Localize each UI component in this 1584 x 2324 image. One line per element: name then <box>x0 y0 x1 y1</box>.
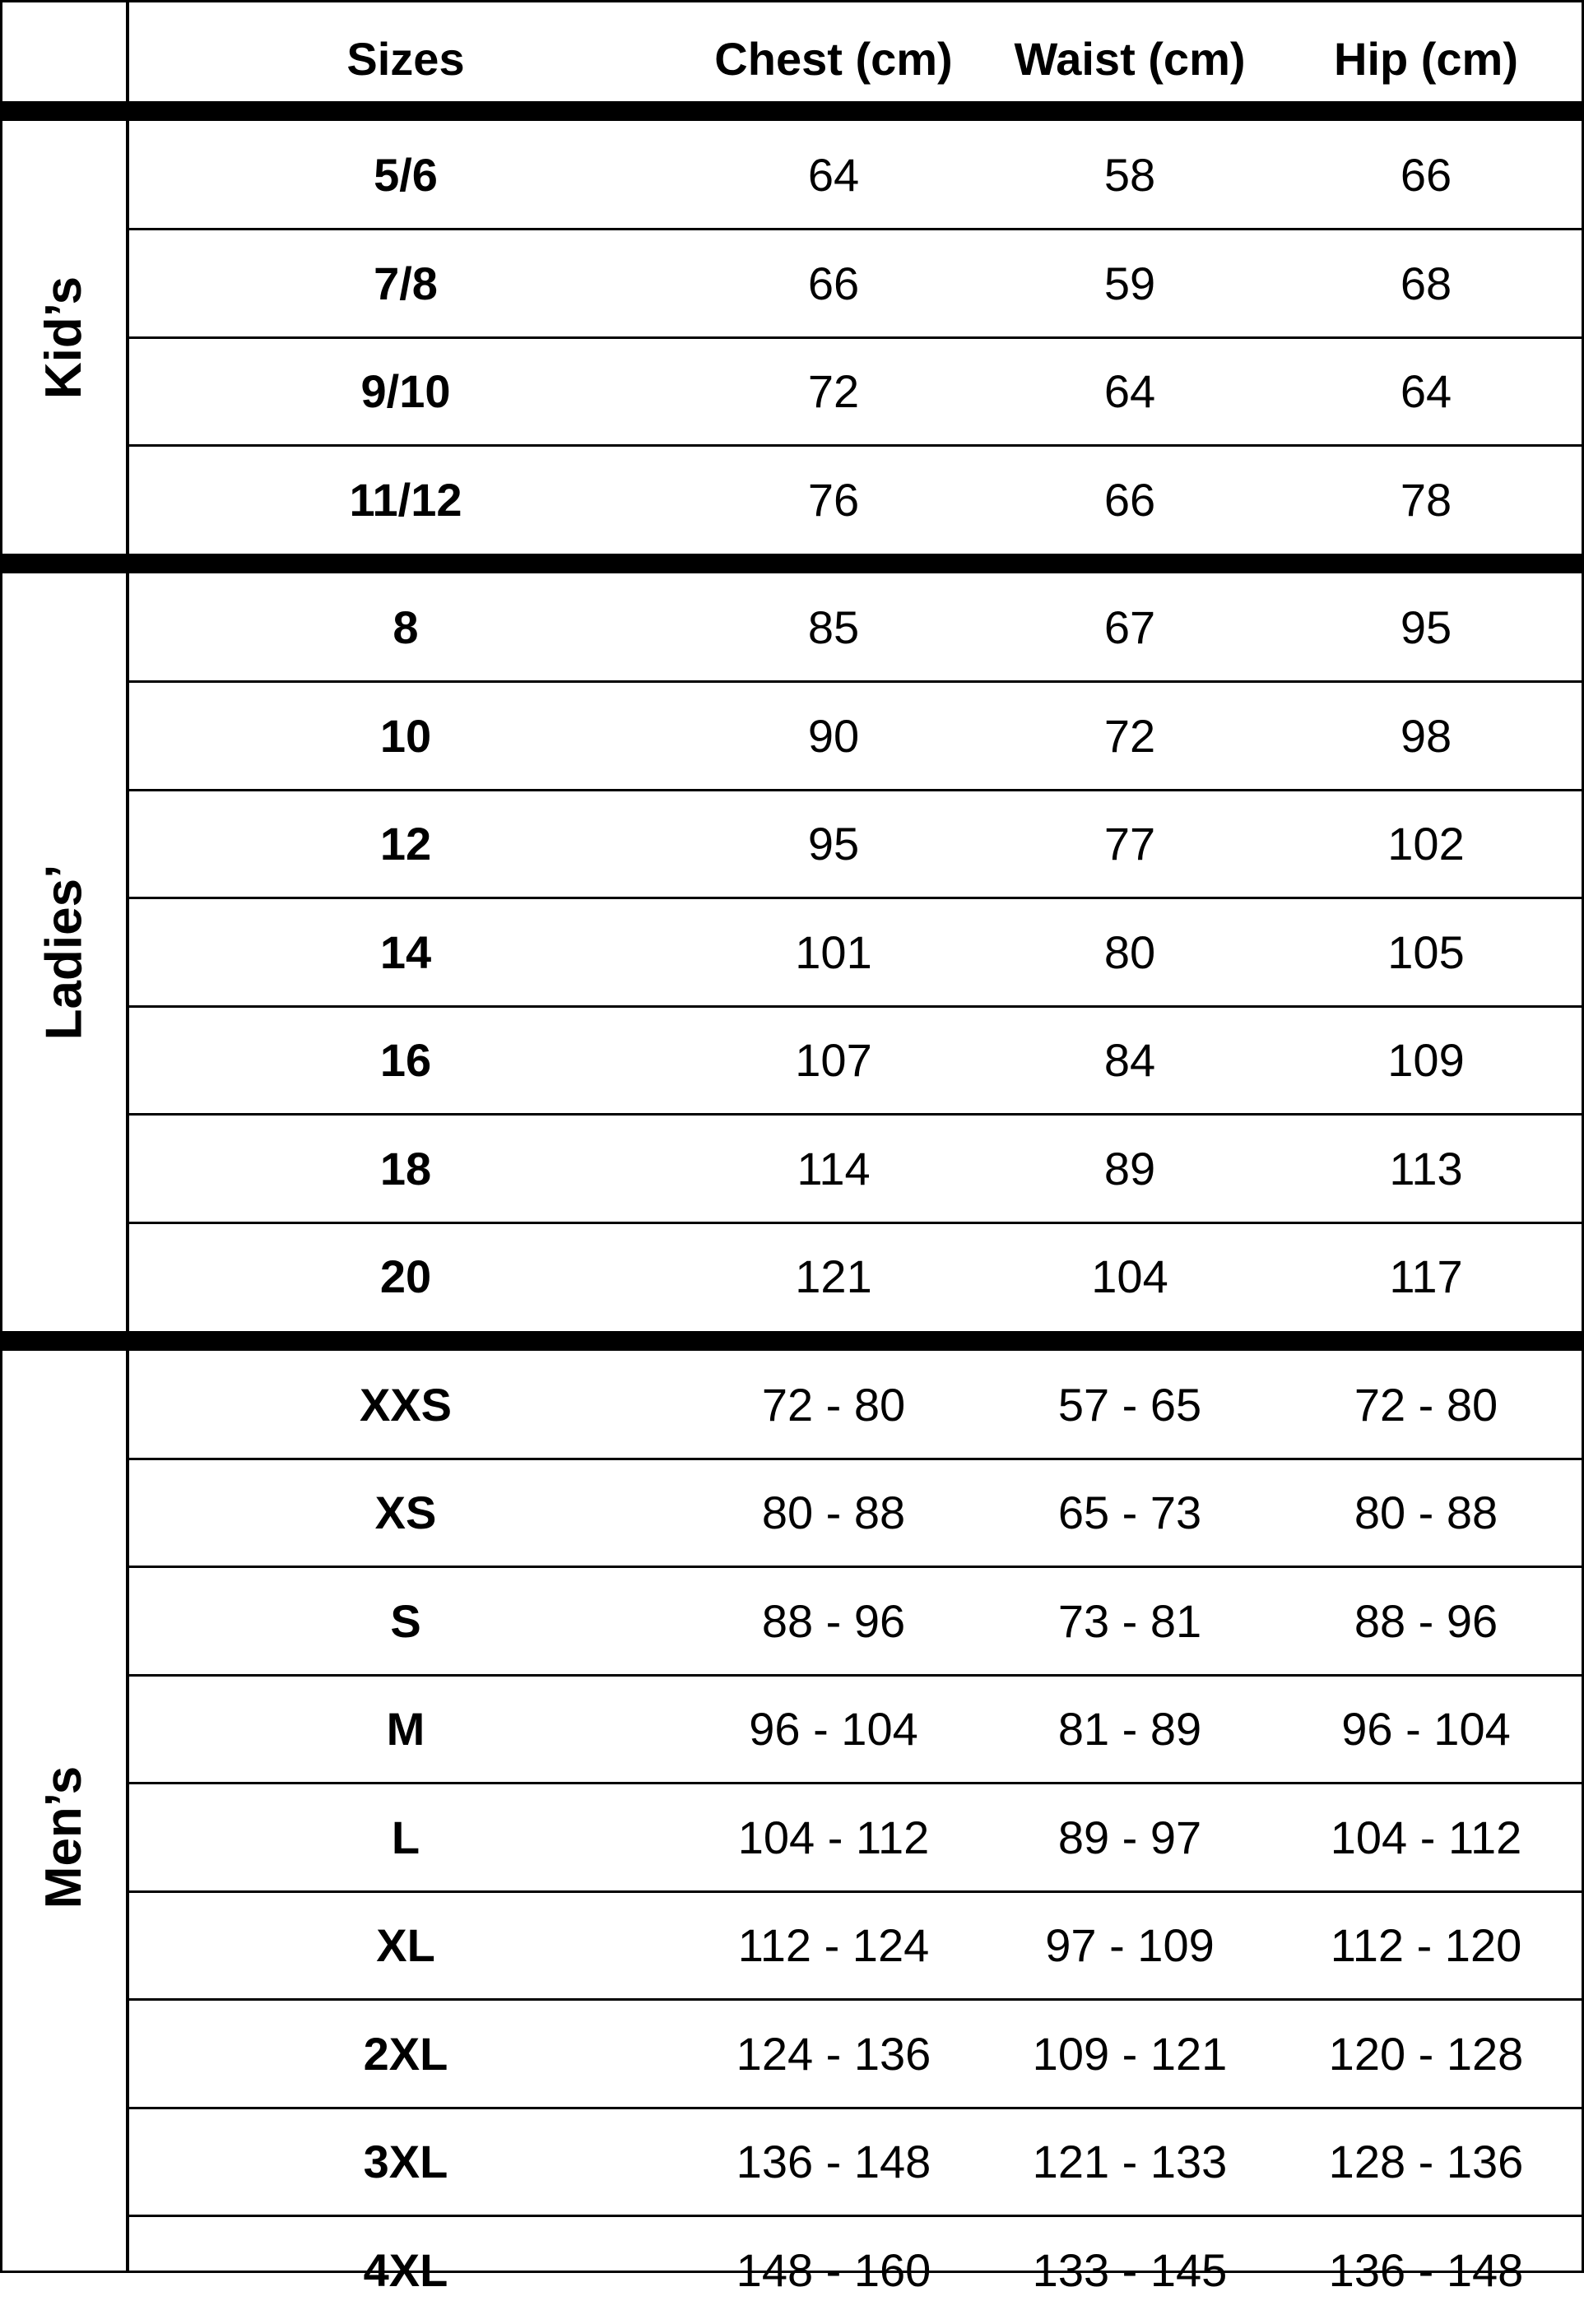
header-chest: Chest (cm) <box>685 2 982 115</box>
hip-cell: 88 - 96 <box>1278 1567 1574 1676</box>
hip-cell: 120 - 128 <box>1278 2000 1574 2108</box>
size-cell: 5/6 <box>274 121 537 230</box>
size-cell: 3XL <box>274 2108 537 2216</box>
hip-cell: 109 <box>1278 1006 1574 1115</box>
size-cell: 2XL <box>274 2000 537 2108</box>
size-cell: XL <box>274 1891 537 2000</box>
chest-cell: 85 <box>685 573 982 682</box>
table-row <box>2 1115 1584 1223</box>
hip-cell: 78 <box>1278 446 1574 554</box>
table-row <box>2 1222 1584 1331</box>
hip-cell: 104 - 112 <box>1278 1784 1574 1892</box>
group-divider <box>2 1331 1582 1351</box>
waist-cell: 97 - 109 <box>982 1891 1278 2000</box>
waist-cell: 81 - 89 <box>982 1675 1278 1784</box>
waist-cell: 67 <box>982 573 1278 682</box>
chest-cell: 88 - 96 <box>685 1567 982 1676</box>
group-label <box>2 121 126 554</box>
hip-cell: 98 <box>1278 682 1574 791</box>
chest-cell: 104 - 112 <box>685 1784 982 1892</box>
table-row <box>2 2216 1584 2324</box>
header-hip: Hip (cm) <box>1278 2 1574 115</box>
waist-cell: 80 <box>982 898 1278 1007</box>
hip-cell: 117 <box>1278 1222 1574 1331</box>
waist-cell: 64 <box>982 337 1278 446</box>
size-cell: 16 <box>274 1006 537 1115</box>
table-row <box>2 446 1584 554</box>
chest-cell: 80 - 88 <box>685 1459 982 1567</box>
hip-cell: 113 <box>1278 1115 1574 1223</box>
table-row <box>2 790 1584 898</box>
chest-cell: 72 <box>685 337 982 446</box>
waist-cell: 121 - 133 <box>982 2108 1278 2216</box>
size-cell: 20 <box>274 1222 537 1331</box>
size-cell: 8 <box>274 573 537 682</box>
chest-cell: 72 - 80 <box>685 1351 982 1459</box>
table-row <box>2 1351 1584 1459</box>
table-row <box>2 1891 1584 2000</box>
size-cell: 11/12 <box>274 446 537 554</box>
waist-cell: 72 <box>982 682 1278 791</box>
group-label <box>2 573 126 1331</box>
waist-cell: 57 - 65 <box>982 1351 1278 1459</box>
chest-cell: 90 <box>685 682 982 791</box>
waist-cell: 104 <box>982 1222 1278 1331</box>
waist-cell: 109 - 121 <box>982 2000 1278 2108</box>
hip-cell: 68 <box>1278 230 1574 338</box>
chest-cell: 114 <box>685 1115 982 1223</box>
chest-cell: 95 <box>685 790 982 898</box>
table-row <box>2 1784 1584 1892</box>
size-cell: S <box>274 1567 537 1676</box>
chest-cell: 136 - 148 <box>685 2108 982 2216</box>
group-label-text: Ladies’ <box>35 864 94 1040</box>
size-cell: 18 <box>274 1115 537 1223</box>
table-row <box>2 2000 1584 2108</box>
group-label-text: Men’s <box>35 1766 94 1909</box>
size-cell: 12 <box>274 790 537 898</box>
size-cell: XXS <box>274 1351 537 1459</box>
hip-cell: 128 - 136 <box>1278 2108 1574 2216</box>
group-label-text: Kid’s <box>35 276 94 398</box>
chest-cell: 124 - 136 <box>685 2000 982 2108</box>
table-row <box>2 1006 1584 1115</box>
group-divider <box>2 554 1582 573</box>
header-waist: Waist (cm) <box>982 2 1278 115</box>
hip-cell: 64 <box>1278 337 1574 446</box>
hip-cell: 80 - 88 <box>1278 1459 1574 1567</box>
size-cell: 10 <box>274 682 537 791</box>
chest-cell: 112 - 124 <box>685 1891 982 2000</box>
hip-cell: 66 <box>1278 121 1574 230</box>
hip-cell: 105 <box>1278 898 1574 1007</box>
table-row <box>2 682 1584 791</box>
waist-cell: 77 <box>982 790 1278 898</box>
size-cell: 7/8 <box>274 230 537 338</box>
hip-cell: 112 - 120 <box>1278 1891 1574 2000</box>
chest-cell: 64 <box>685 121 982 230</box>
chest-cell: 107 <box>685 1006 982 1115</box>
hip-cell: 72 - 80 <box>1278 1351 1574 1459</box>
chest-cell: 96 - 104 <box>685 1675 982 1784</box>
hip-cell: 95 <box>1278 573 1574 682</box>
table-row <box>2 1675 1584 1784</box>
waist-cell: 89 <box>982 1115 1278 1223</box>
table-row <box>2 573 1584 682</box>
waist-cell: 66 <box>982 446 1278 554</box>
chest-cell: 121 <box>685 1222 982 1331</box>
chest-cell: 148 - 160 <box>685 2216 982 2324</box>
table-row <box>2 1567 1584 1676</box>
table-row <box>2 898 1584 1007</box>
waist-cell: 133 - 145 <box>982 2216 1278 2324</box>
waist-cell: 58 <box>982 121 1278 230</box>
size-cell: 14 <box>274 898 537 1007</box>
chest-cell: 76 <box>685 446 982 554</box>
chest-cell: 66 <box>685 230 982 338</box>
table-row <box>2 230 1584 338</box>
table-row <box>2 337 1584 446</box>
size-cell: M <box>274 1675 537 1784</box>
size-cell: L <box>274 1784 537 1892</box>
size-cell: 4XL <box>274 2216 537 2324</box>
table-row <box>2 121 1584 230</box>
waist-cell: 84 <box>982 1006 1278 1115</box>
size-cell: 9/10 <box>274 337 537 446</box>
size-cell: XS <box>274 1459 537 1567</box>
hip-cell: 102 <box>1278 790 1574 898</box>
header-sizes: Sizes <box>299 2 513 115</box>
table-row <box>2 1459 1584 1567</box>
group-label <box>2 1351 126 2324</box>
hip-cell: 96 - 104 <box>1278 1675 1574 1784</box>
chest-cell: 101 <box>685 898 982 1007</box>
group-divider <box>2 101 1582 121</box>
table-row <box>2 2108 1584 2216</box>
waist-cell: 65 - 73 <box>982 1459 1278 1567</box>
waist-cell: 59 <box>982 230 1278 338</box>
waist-cell: 89 - 97 <box>982 1784 1278 1892</box>
waist-cell: 73 - 81 <box>982 1567 1278 1676</box>
hip-cell: 136 - 148 <box>1278 2216 1574 2324</box>
